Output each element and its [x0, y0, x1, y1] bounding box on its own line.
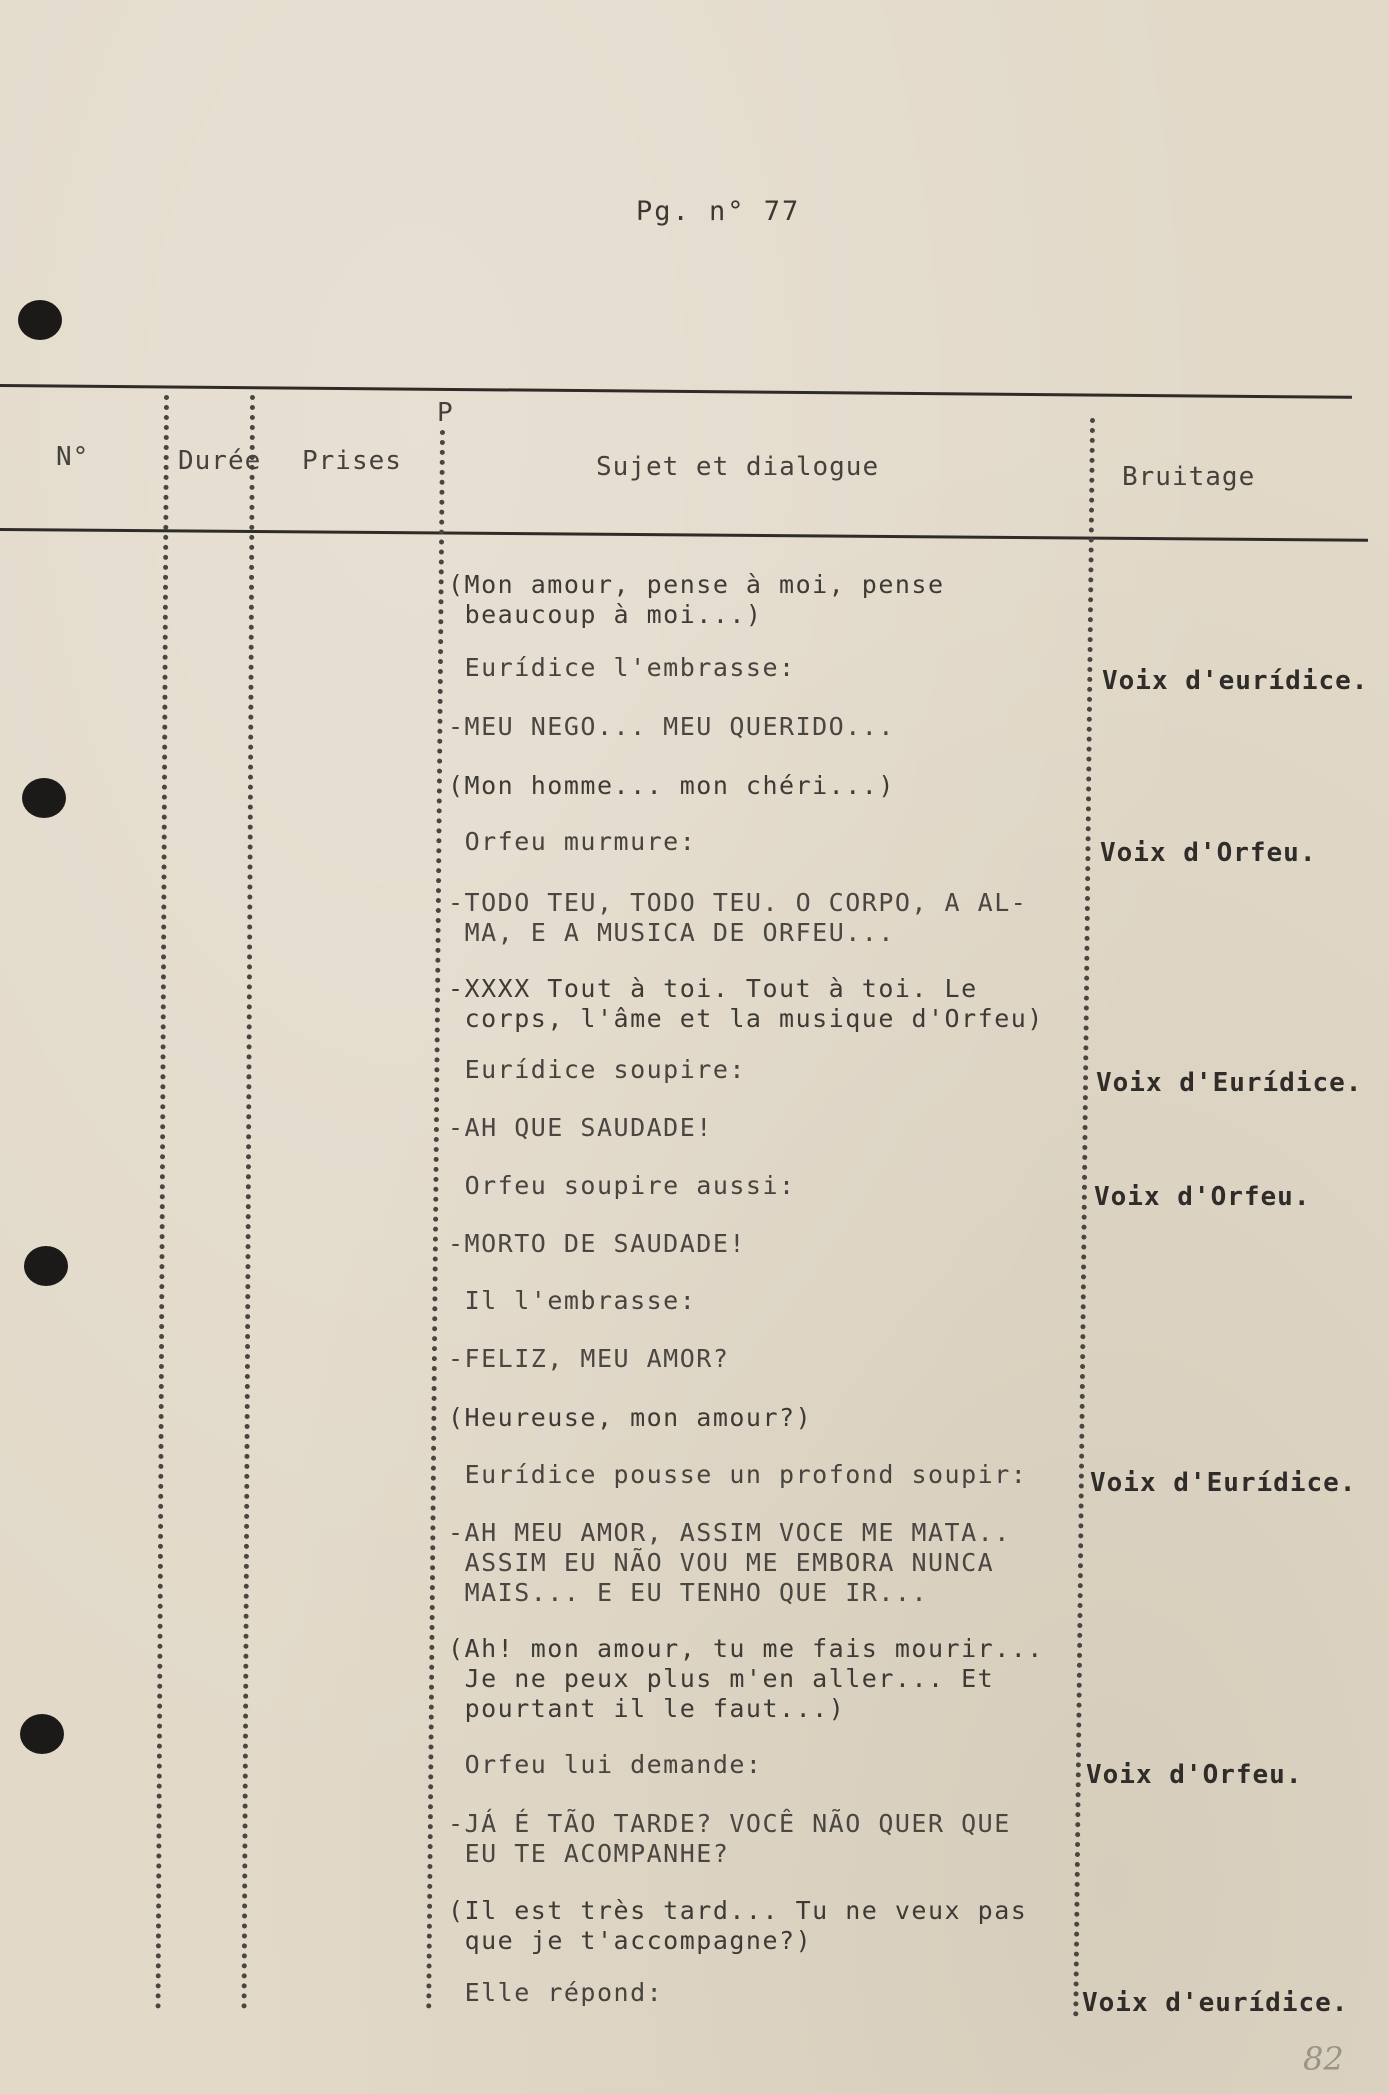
header-prises: Prises [302, 446, 402, 476]
stage-direction: Eurídice l'embrasse: [448, 653, 796, 682]
punch-hole-1 [18, 300, 62, 340]
handwritten-page-number: 82 [1303, 2040, 1344, 2078]
punch-hole-3 [24, 1246, 68, 1286]
dialogue-line: (Mon amour, pense à moi, pense beaucoup à moi...) [448, 570, 945, 629]
column-divider-2 [242, 395, 255, 2010]
stage-direction: Elle répond: [448, 1978, 664, 2007]
dialogue-line: (Ah! mon amour, tu me fais mourir... Je ne peux plus m'en aller... Et pourtant il le faut...) [448, 1634, 1044, 1723]
dialogue-line: -JÁ É TÃO TARDE? VOCÊ NÃO QUER QUE EU TE ACOMPANHE? [448, 1809, 1011, 1868]
column-divider-3 [426, 430, 445, 2010]
sound-cue: Voix d'Eurídice. [1096, 1068, 1363, 1098]
sound-cue: Voix d'eurídice. [1102, 666, 1369, 696]
header-bottom-rule [0, 528, 1368, 542]
header-p: P [437, 398, 454, 428]
dialogue-line: -AH QUE SAUDADE! [448, 1113, 713, 1142]
stage-direction: Orfeu murmure: [448, 827, 697, 856]
sound-cue: Voix d'Orfeu. [1100, 838, 1317, 868]
sound-cue: Voix d'Orfeu. [1086, 1760, 1303, 1790]
stage-direction: Eurídice pousse un profond soupir: [448, 1460, 1028, 1489]
page-number: Pg. n° 77 [636, 196, 801, 227]
column-divider-1 [156, 395, 169, 2010]
dialogue-line: -MEU NEGO... MEU QUERIDO... [448, 712, 895, 741]
dialogue-line: -FELIZ, MEU AMOR? [448, 1344, 730, 1373]
stage-direction: Orfeu lui demande: [448, 1750, 763, 1779]
stage-direction: Eurídice soupire: [448, 1055, 746, 1084]
dialogue-line: -MORTO DE SAUDADE! [448, 1229, 746, 1258]
stage-direction: Il l'embrasse: [448, 1286, 697, 1315]
dialogue-line: (Il est très tard... Tu ne veux pas que je t'accompagne?) [448, 1896, 1028, 1955]
dialogue-line: (Heureuse, mon amour?) [448, 1403, 813, 1432]
header-no: N° [56, 442, 90, 472]
dialogue-line: -XXXX Tout à toi. Tout à toi. Le corps, l'âme et la musique d'Orfeu) [448, 974, 1044, 1033]
punch-hole-2 [22, 778, 66, 818]
header-duree: Durée [178, 446, 262, 476]
dialogue-line: (Mon homme... mon chéri...) [448, 771, 895, 800]
sound-cue: Voix d'eurídice. [1082, 1988, 1349, 2018]
dialogue-line: -AH MEU AMOR, ASSIM VOCE ME MATA.. ASSIM EU NÃO VOU ME EMBORA NUNCA MAIS... E EU TENHO QUE IR... [448, 1518, 1011, 1607]
stage-direction: Orfeu soupire aussi: [448, 1171, 796, 1200]
header-sujet: Sujet et dialogue [596, 452, 880, 482]
header-bruitage: Bruitage [1122, 462, 1256, 492]
header-top-rule [0, 384, 1352, 399]
dialogue-line: -TODO TEU, TODO TEU. O CORPO, A AL- MA, E A MUSICA DE ORFEU... [448, 888, 1028, 947]
punch-hole-4 [20, 1714, 64, 1754]
sound-cue: Voix d'Eurídice. [1090, 1468, 1357, 1498]
sound-cue: Voix d'Orfeu. [1094, 1182, 1311, 1212]
